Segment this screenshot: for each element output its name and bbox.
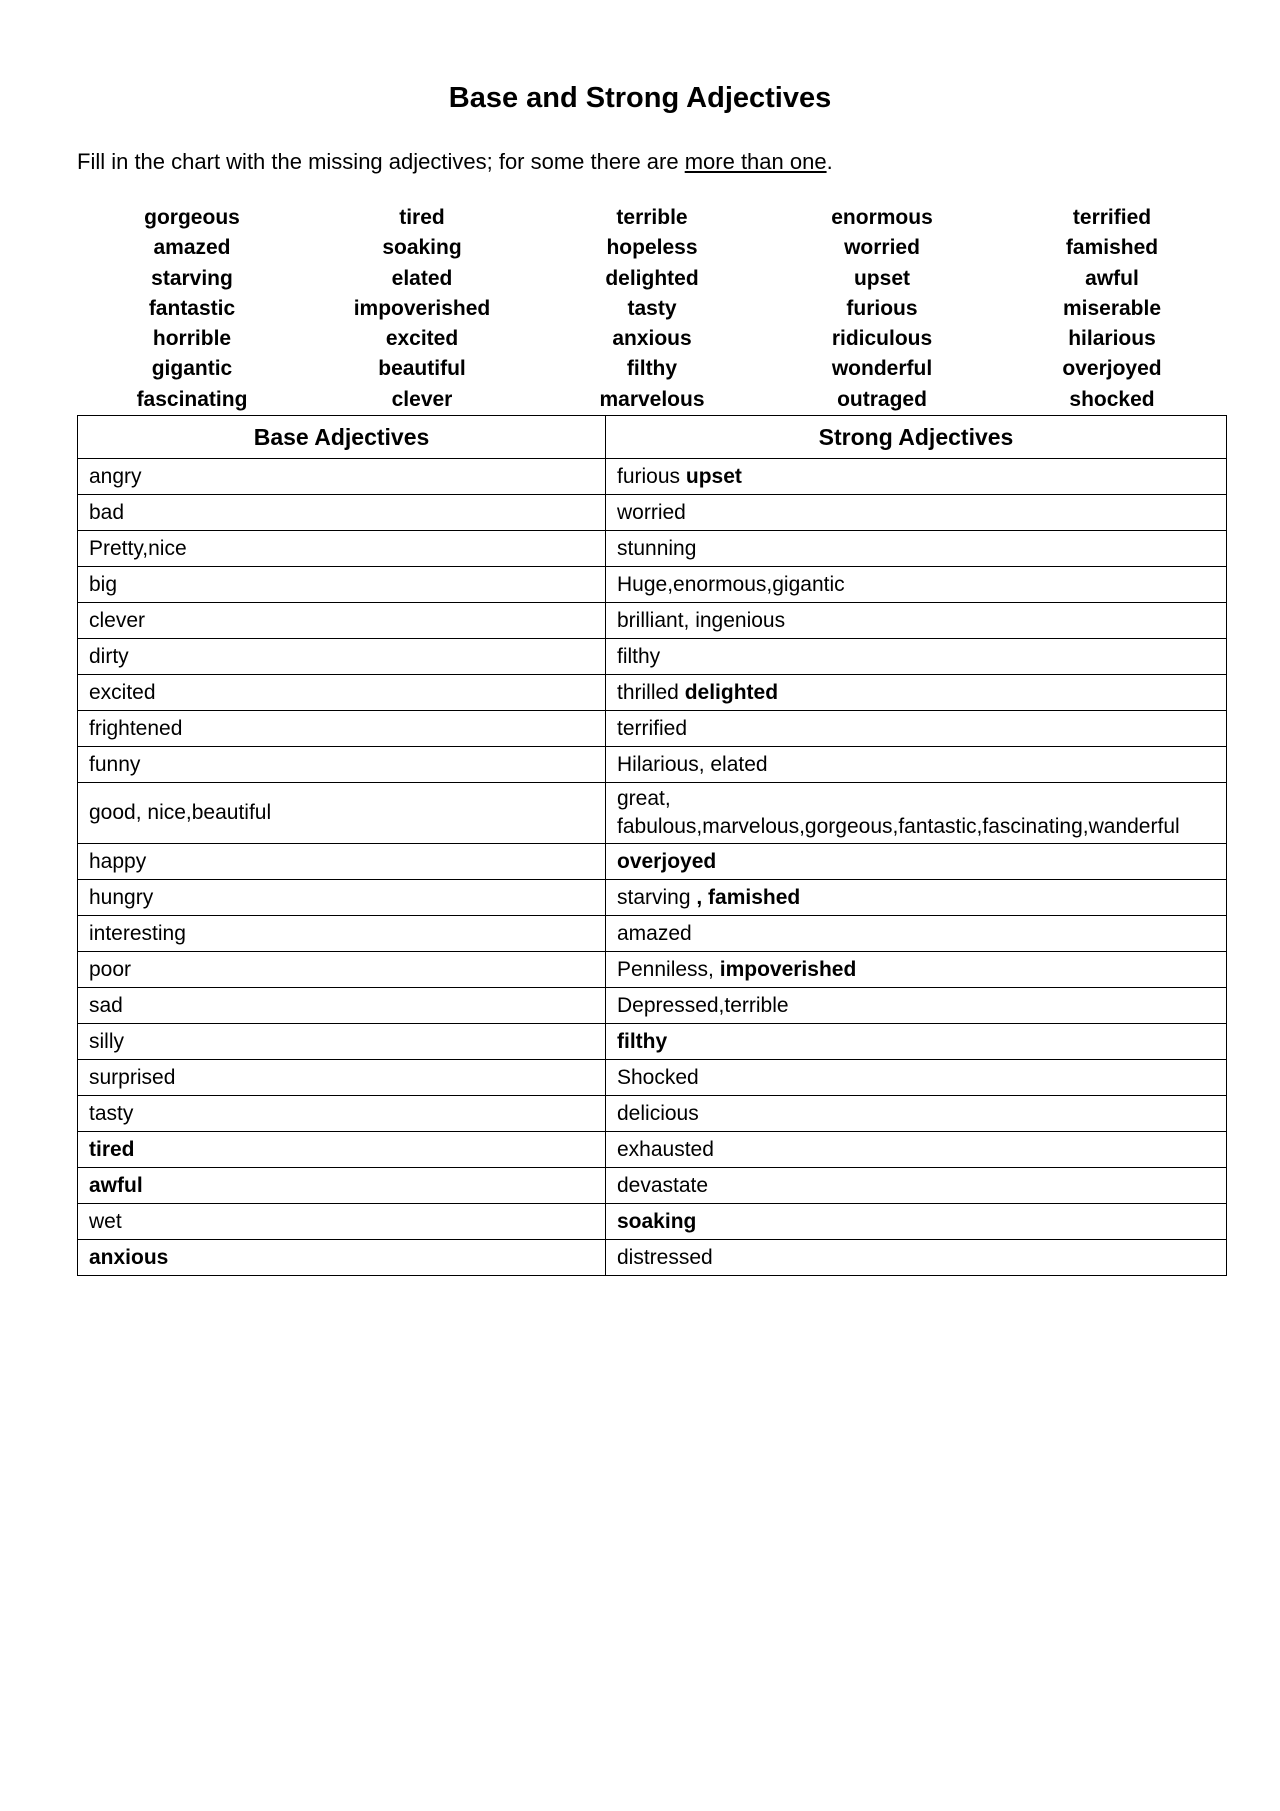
base-adjective-cell: frightened [78, 711, 606, 747]
strong-adjective-cell: thrilled delighted [606, 675, 1227, 711]
word-bank-word: anxious [612, 327, 692, 351]
word-bank-word: marvelous [599, 387, 705, 411]
word-bank-word: terrible [616, 206, 688, 229]
strong-adjective-cell: brilliant, ingenious [606, 603, 1227, 639]
strong-adjective-cell: Huge,enormous,gigantic [606, 567, 1227, 603]
instruction-text [77, 149, 833, 175]
word-bank-word: delighted [605, 266, 699, 290]
word-bank-word: hopeless [606, 236, 698, 260]
table-row [78, 495, 1227, 531]
strong-adjective-cell: delicious [606, 1096, 1227, 1132]
word-bank-word: shocked [1069, 387, 1155, 411]
word-bank-word: horrible [152, 327, 232, 351]
base-adjective-cell: angry [78, 459, 606, 495]
table-row [78, 880, 1227, 916]
base-adjective-cell: anxious [78, 1240, 606, 1276]
strong-adjective-cell: exhausted [606, 1132, 1227, 1168]
strong-adjective-cell: furious upset [606, 459, 1227, 495]
word-bank-word: fantastic [148, 296, 236, 320]
instruction-after: . [826, 149, 833, 174]
base-adjective-cell: surprised [78, 1060, 606, 1096]
base-adjective-cell: good, nice,beautiful [78, 783, 606, 844]
table-row [78, 567, 1227, 603]
base-adjective-cell: awful [78, 1168, 606, 1204]
word-bank-word: enormous [831, 206, 933, 229]
word-bank-word: clever [391, 387, 453, 411]
table-row [78, 1096, 1227, 1132]
word-bank-word: filthy [626, 357, 678, 381]
word-bank-column [77, 203, 307, 415]
table-row [78, 603, 1227, 639]
word-bank-word: tasty [627, 296, 677, 320]
word-bank-word: fascinating [136, 387, 248, 411]
table-row [78, 639, 1227, 675]
strong-adjectives-header: Strong Adjectives [606, 416, 1227, 459]
word-bank-word: upset [853, 266, 910, 290]
base-adjective-cell: sad [78, 988, 606, 1024]
strong-adjective-cell: distressed [606, 1240, 1227, 1276]
word-bank-word: starving [151, 266, 233, 290]
instruction-underlined: more than one [684, 149, 827, 174]
base-adjectives-header: Base Adjectives [78, 416, 606, 459]
base-adjective-cell: funny [78, 747, 606, 783]
word-bank-column [767, 203, 997, 415]
strong-adjective-cell: Penniless, impoverished [606, 952, 1227, 988]
word-bank-word: gorgeous [144, 206, 240, 229]
word-bank-word: beautiful [378, 357, 466, 381]
table-row [78, 988, 1227, 1024]
strong-adjective-cell: Depressed,terrible [606, 988, 1227, 1024]
base-adjective-cell: interesting [78, 916, 606, 952]
strong-adjective-cell: stunning [606, 531, 1227, 567]
word-bank-word: furious [846, 296, 918, 320]
base-adjective-cell: dirty [78, 639, 606, 675]
table-row [78, 711, 1227, 747]
word-bank-word: hilarious [1068, 327, 1156, 351]
word-bank-word: worried [844, 236, 920, 260]
table-row [78, 916, 1227, 952]
word-bank-word: outraged [837, 387, 927, 411]
base-adjective-cell: bad [78, 495, 606, 531]
word-bank-word: soaking [382, 236, 462, 260]
table-row [78, 952, 1227, 988]
word-bank-word: overjoyed [1062, 357, 1162, 381]
word-bank-column [997, 203, 1227, 415]
word-bank-word: awful [1085, 266, 1139, 290]
word-bank-word: elated [391, 266, 453, 290]
instruction-before: Fill in the chart with the missing adjectives; for some there are [77, 149, 685, 174]
word-bank-word: gigantic [151, 357, 233, 381]
strong-adjective-cell: Shocked [606, 1060, 1227, 1096]
base-adjective-cell: hungry [78, 880, 606, 916]
base-adjective-cell: excited [78, 675, 606, 711]
base-adjective-cell: tasty [78, 1096, 606, 1132]
base-adjective-cell: poor [78, 952, 606, 988]
table-header-row [78, 416, 1227, 459]
base-adjective-cell: clever [78, 603, 606, 639]
table-row [78, 531, 1227, 567]
word-bank-word: ridiculous [831, 327, 933, 351]
word-bank-column [307, 203, 537, 415]
strong-adjective-cell: overjoyed [606, 844, 1227, 880]
strong-adjective-cell: great, fabulous,marvelous,gorgeous,fantastic,fascinating,wanderful [606, 783, 1227, 844]
word-bank-word: excited [385, 327, 459, 351]
word-bank-word: impoverished [353, 296, 491, 320]
word-bank-column [537, 203, 767, 415]
strong-adjective-cell: worried [606, 495, 1227, 531]
strong-adjective-cell: devastate [606, 1168, 1227, 1204]
word-bank-word: tired [399, 206, 445, 229]
table-row [78, 1132, 1227, 1168]
strong-adjective-cell: terrified [606, 711, 1227, 747]
table-row [78, 783, 1227, 844]
table-row [78, 1024, 1227, 1060]
table-row [78, 675, 1227, 711]
base-adjective-cell: big [78, 567, 606, 603]
table-row [78, 844, 1227, 880]
strong-adjective-cell: starving , famished [606, 880, 1227, 916]
strong-adjective-cell: amazed [606, 916, 1227, 952]
word-bank-word: famished [1065, 236, 1159, 260]
strong-adjective-cell: soaking [606, 1204, 1227, 1240]
table-row [78, 1204, 1227, 1240]
word-bank-word: wonderful [831, 357, 933, 381]
table-row [78, 747, 1227, 783]
base-adjective-cell: wet [78, 1204, 606, 1240]
strong-adjective-cell: filthy [606, 639, 1227, 675]
word-bank-word: amazed [153, 236, 231, 260]
word-bank-word: miserable [1062, 296, 1162, 320]
base-adjective-cell: happy [78, 844, 606, 880]
table-row [78, 1060, 1227, 1096]
word-bank-word: terrified [1072, 206, 1152, 229]
page-title: Base and Strong Adjectives [448, 82, 832, 114]
table-row [78, 1168, 1227, 1204]
base-adjective-cell: tired [78, 1132, 606, 1168]
base-adjective-cell: silly [78, 1024, 606, 1060]
word-bank [77, 203, 1227, 415]
strong-adjective-cell: filthy [606, 1024, 1227, 1060]
base-adjective-cell: Pretty,nice [78, 531, 606, 567]
strong-adjective-cell: Hilarious, elated [606, 747, 1227, 783]
table-row [78, 1240, 1227, 1276]
table-row [78, 459, 1227, 495]
adjectives-table [77, 415, 1227, 1276]
